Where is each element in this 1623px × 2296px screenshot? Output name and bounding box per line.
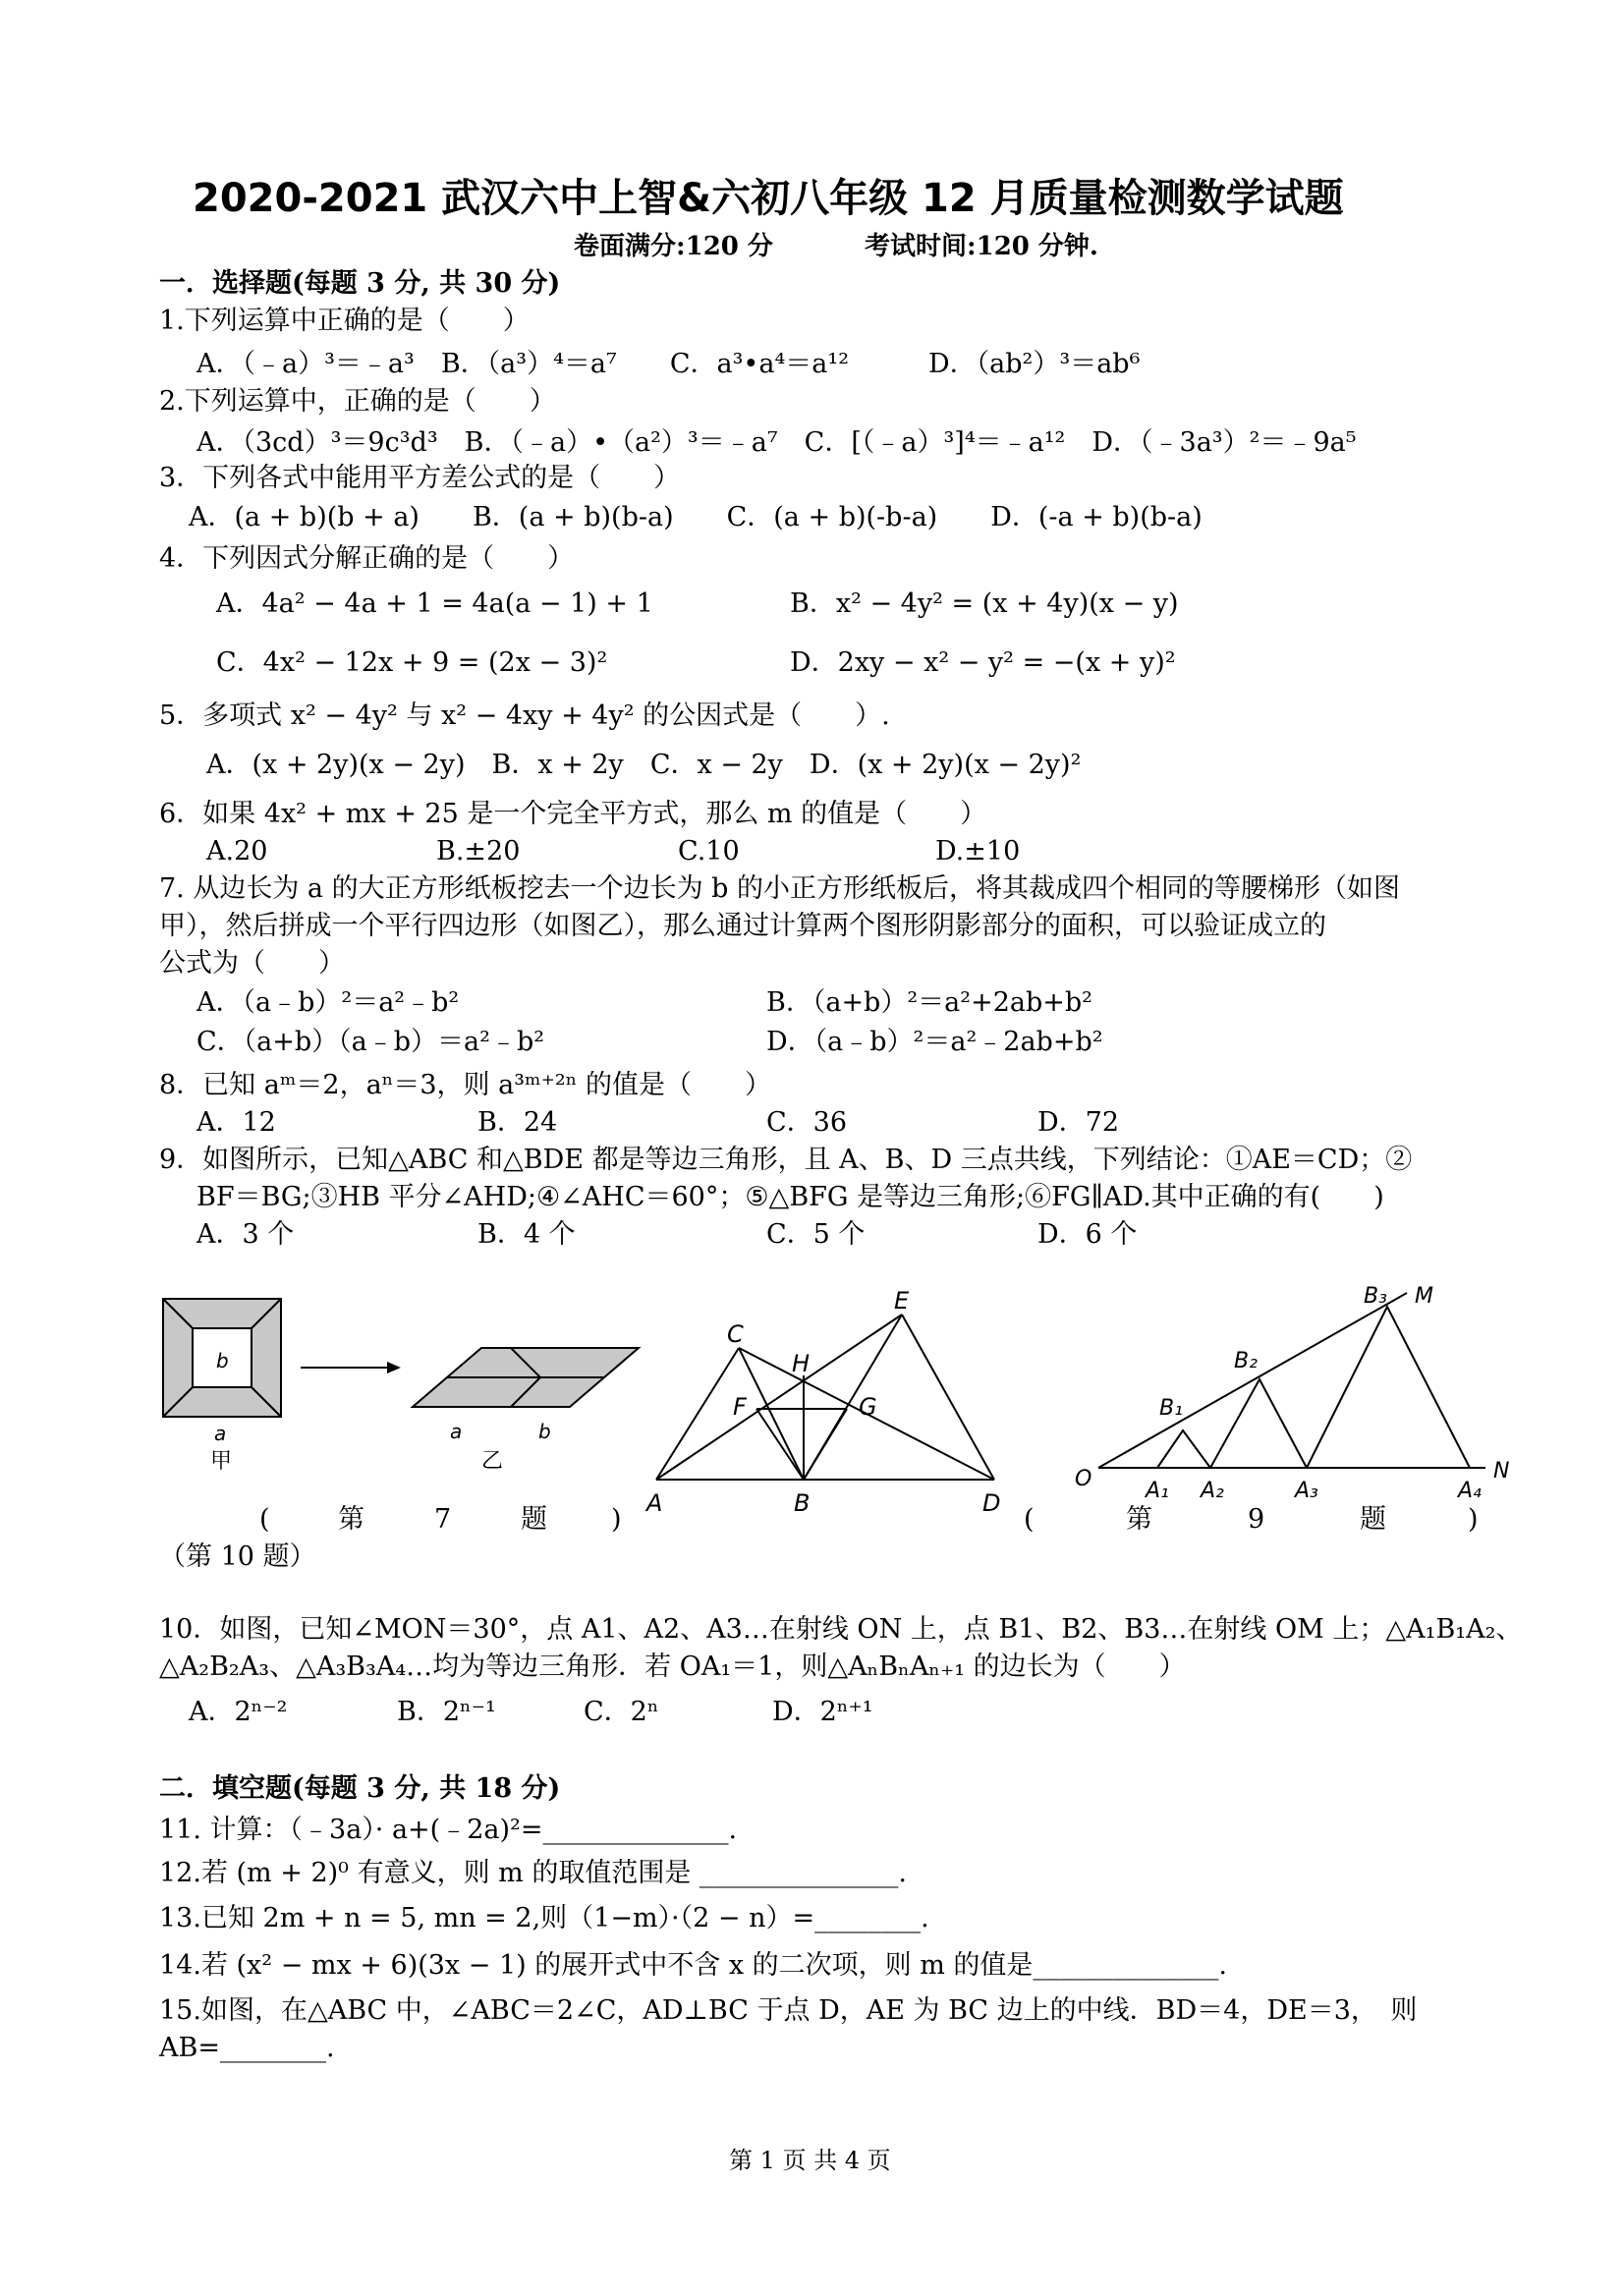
- q6-stem: 6．如果 4x² + mx + 25 是一个完全平方式，那么 m 的值是（ ）: [159, 799, 987, 829]
- q10-option-b: B．2ⁿ⁻¹: [397, 1697, 496, 1727]
- q7-option-c: C．（a+b）（a﹣b）＝a²﹣b²: [196, 1027, 545, 1057]
- q8-stem: 8．已知 aᵐ＝2，aⁿ＝3，则 a³ᵐ⁺²ⁿ 的值是（ ）: [159, 1070, 771, 1100]
- fig10-A1-label: A₁: [1146, 1479, 1169, 1503]
- figure-7-arrow: [301, 1362, 401, 1373]
- q15-line-1: 15.如图，在△ABC 中，∠ABC＝2∠C，AD⊥BC 于点 D，AE 为 BC 边上的中线．BD＝4，DE＝3， 则: [159, 1995, 1418, 2026]
- q9-option-a: A．3 个: [196, 1219, 295, 1250]
- fig9-caption-di: 第: [1126, 1504, 1152, 1535]
- q10-line-2: △A₂B₂A₃、△A₃B₃A₄…均为等边三角形．若 OA₁＝1，则△AₙBₙAₙ₊₁ 的边长为（ ）: [159, 1652, 1186, 1682]
- q7-line-2: 甲），然后拼成一个平行四边形（如图乙），那么通过计算两个图形阴影部分的面积，可以验证成立的: [159, 911, 1326, 941]
- fig9-caption-num: 9: [1248, 1504, 1265, 1535]
- fig10-B1-label: B₁: [1159, 1396, 1183, 1421]
- fig10-B3-label: B₃: [1364, 1284, 1387, 1309]
- q5-stem: 5．多项式 x² − 4y² 与 x² − 4xy + 4y² 的公因式是（ ）.: [159, 700, 890, 731]
- full-score: 卷面满分:120 分: [574, 232, 773, 261]
- q10-option-c: C．2ⁿ: [584, 1697, 659, 1727]
- q4-stem: 4．下列因式分解正确的是（ ）: [159, 543, 575, 574]
- page-title: 2020-2021 武汉六中上智&六初八年级 12 月质量检测数学试题: [193, 176, 1344, 221]
- q2-options: A．（3cd）³＝9c³d³ B．（﹣a）•（a²）³＝﹣a⁷ C．[（﹣a）³]⁴＝﹣a¹² D．（﹣3a³）²＝﹣9a⁵: [196, 427, 1357, 458]
- q15-line-2: AB=________.: [159, 2033, 335, 2063]
- fig9-G-label: G: [859, 1393, 877, 1421]
- section-2-heading: 二．填空题(每题 3 分, 共 18 分): [159, 1773, 561, 1804]
- q6-option-c: C.10: [678, 836, 740, 867]
- fig7-yi-label: 乙: [481, 1449, 504, 1474]
- q9-option-d: D．6 个: [1037, 1219, 1138, 1250]
- fig10-caption: （第 10 题）: [159, 1541, 316, 1572]
- fig9-A-label: A: [646, 1489, 663, 1517]
- fig10-A3-label: A₃: [1295, 1479, 1318, 1503]
- q9-line-1: 9．如图所示，已知△ABC 和△BDE 都是等边三角形，且 A、B、D 三点共线，下列结论：①AE＝CD；②: [159, 1145, 1413, 1175]
- q7-line-3: 公式为（ ）: [159, 948, 345, 979]
- fig10-N-label: N: [1493, 1459, 1510, 1484]
- q7-option-d: D．（a﹣b）²＝a²﹣2ab+b²: [766, 1027, 1103, 1057]
- fig7-jia-label: 甲: [210, 1449, 233, 1474]
- page-number: 第 1 页 共 4 页: [729, 2147, 891, 2174]
- fig10-B2-label: B₂: [1234, 1349, 1258, 1373]
- fig10-O-label: O: [1075, 1467, 1092, 1491]
- fig7-b-label: b: [216, 1349, 229, 1372]
- fig9-F-label: F: [733, 1393, 747, 1421]
- q11: 11. 计算：（﹣3a）· a+(﹣2a)²=______________.: [159, 1815, 738, 1845]
- fig7-caption-open: (: [259, 1504, 270, 1535]
- figure-10-labels: [1075, 1284, 1509, 1503]
- q10-option-d: D．2ⁿ⁺¹: [772, 1697, 873, 1727]
- fig7-a-label: a: [214, 1422, 227, 1445]
- q6-option-a: A.20: [206, 836, 268, 867]
- q4-option-c: C．4x² − 12x + 9 = (2x − 3)²: [216, 647, 608, 678]
- figure-10: [1098, 1293, 1485, 1468]
- figure-7-jia: [163, 1299, 281, 1474]
- q8-option-b: B．24: [477, 1107, 558, 1138]
- fig7-caption-num: 7: [434, 1504, 452, 1535]
- fig9-caption-open: (: [1024, 1504, 1035, 1535]
- q12: 12.若 (m + 2)⁰ 有意义，则 m 的取值范围是 _______________.: [159, 1858, 907, 1888]
- fig7-caption-close: ): [611, 1504, 622, 1535]
- q7-option-b: B．（a+b）²＝a²+2ab+b²: [766, 987, 1093, 1018]
- figure-7-yi: [413, 1348, 639, 1474]
- q13: 13.已知 2m + n = 5, mn = 2,则（1−m）·（2 − n）=________.: [159, 1903, 929, 1933]
- q7-line-1: 7. 从边长为 a 的大正方形纸板挖去一个边长为 b 的小正方形纸板后，将其裁成四个相同的等腰梯形（如图: [159, 873, 1401, 904]
- q5-options: A．(x + 2y)(x − 2y) B．x + 2y C．x − 2y D．(x + 2y)(x − 2y)²: [206, 750, 1082, 780]
- q14: 14.若 (x² − mx + 6)(3x − 1) 的展开式中不含 x 的二次项，则 m 的值是______________.: [159, 1950, 1227, 1981]
- figure-9-labels: [644, 1287, 1000, 1517]
- q9-option-b: B．4 个: [477, 1219, 576, 1250]
- fig10-A2-label: A₂: [1201, 1479, 1224, 1503]
- q4-option-b: B．x² − 4y² = (x + 4y)(x − y): [790, 588, 1179, 619]
- q8-option-d: D．72: [1037, 1107, 1120, 1138]
- fig9-C-label: C: [727, 1320, 744, 1348]
- fig10-A4-label: A₄: [1458, 1479, 1482, 1503]
- q10-line-1: 10．如图，已知∠MON＝30°，点 A1、A2、A3…在射线 ON 上，点 B1、B2、B3…在射线 OM 上；△A₁B₁A₂、: [159, 1614, 1523, 1645]
- q6-option-b: B.±20: [436, 836, 521, 867]
- fig9-E-label: E: [894, 1287, 910, 1315]
- q1-options: A．（﹣a）³＝﹣a³ B．（a³）⁴＝a⁷ C．a³•a⁴＝a¹² D．（ab²）³＝ab⁶: [196, 349, 1141, 379]
- q1-stem: 1.下列运算中正确的是（ ）: [159, 306, 530, 336]
- q3-stem: 3．下列各式中能用平方差公式的是（ ）: [159, 463, 681, 493]
- section-1-heading: 一．选择题(每题 3 分, 共 30 分): [159, 268, 561, 299]
- figure-9: [656, 1315, 994, 1480]
- q4-option-a: A．4a² − 4a + 1 = 4a(a − 1) + 1: [216, 588, 653, 619]
- fig10-M-label: M: [1415, 1284, 1433, 1309]
- fig7-caption-ti: 题: [521, 1504, 547, 1535]
- fig7-yi-b-label: b: [538, 1420, 551, 1443]
- q9-line-2: BF＝BG;③HB 平分∠AHD;④∠AHC＝60°；⑤△BFG 是等边三角形;⑥FG∥AD.其中正确的有( ): [196, 1182, 1384, 1212]
- q2-stem: 2.下列运算中，正确的是（ ）: [159, 386, 556, 417]
- q9-option-c: C．5 个: [766, 1219, 866, 1250]
- q7-option-a: A．（a﹣b）²＝a²﹣b²: [196, 987, 460, 1018]
- fig9-B-label: B: [794, 1489, 811, 1517]
- fig9-H-label: H: [792, 1350, 811, 1377]
- q3-options: A．(a + b)(b + a) B．(a + b)(b-a) C．(a + b)(-b-a) D．(-a + b)(b-a): [189, 502, 1203, 532]
- exam-time: 考试时间:120 分钟.: [865, 232, 1098, 261]
- fig9-caption-ti: 题: [1360, 1504, 1386, 1535]
- q8-option-a: A．12: [196, 1107, 276, 1138]
- q10-option-a: A．2ⁿ⁻²: [189, 1697, 288, 1727]
- fig7-yi-a-label: a: [450, 1420, 463, 1443]
- fig9-D-label: D: [982, 1489, 1001, 1517]
- q8-option-c: C．36: [766, 1107, 848, 1138]
- q4-option-d: D．2xy − x² − y² = −(x + y)²: [790, 647, 1176, 678]
- fig9-caption-close: ): [1468, 1504, 1479, 1535]
- q6-option-d: D.±10: [935, 836, 1021, 867]
- fig7-caption-di: 第: [338, 1504, 364, 1535]
